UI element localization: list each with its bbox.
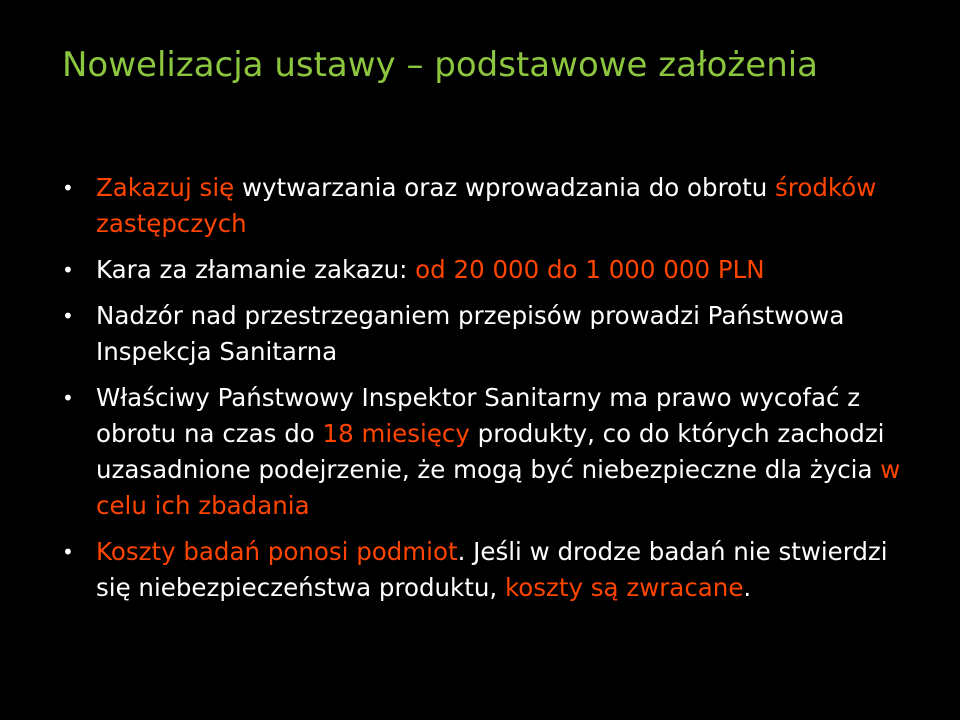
slide-title: Nowelizacja ustawy – podstawowe założenia	[62, 45, 819, 85]
bullet-list	[62, 170, 922, 616]
bullet-item-supervision	[62, 298, 922, 370]
bullet-dot-icon: •	[62, 176, 74, 200]
bullet-segment: Kara za złamanie zakazu:	[96, 255, 416, 284]
bullet-segment: produkty, co do których zachodzi uzasadnione podejrzenie, że mogą być niebezpieczne dla życia	[96, 419, 885, 484]
bullet-dot-icon: •	[62, 540, 74, 564]
bullet-segment: . Jeśli w drodze badań nie stwierdzi się niebezpieczeństwa produktu,	[96, 537, 888, 602]
bullet-dot-icon: •	[62, 386, 74, 410]
bullet-segment: Zakazuj się	[96, 173, 235, 202]
bullet-segment: wytwarzania oraz wprowadzania do obrotu	[234, 173, 776, 202]
bullet-segment: Koszty badań ponosi podmiot	[96, 537, 458, 566]
bullet-item-costs	[62, 534, 922, 606]
bullet-segment: koszty są zwracane	[504, 573, 744, 602]
bullet-dot-icon: •	[62, 304, 74, 328]
bullet-segment: Nadzór nad przestrzeganiem przepisów prowadzi Państwowa Inspekcja Sanitarna	[96, 301, 845, 366]
bullet-segment: od 20 000 do 1 000 000 PLN	[415, 255, 765, 284]
bullet-segment: w celu ich zbadania	[96, 455, 901, 520]
bullet-dot-icon: •	[62, 258, 74, 282]
bullet-segment: 18 miesięcy	[322, 419, 470, 448]
bullet-item-ban	[62, 170, 922, 242]
bullet-segment: .	[743, 573, 752, 602]
bullet-item-inspector	[62, 380, 922, 524]
bullet-segment: środków zastępczych	[96, 173, 877, 238]
bullet-item-penalty	[62, 252, 922, 288]
bullet-segment: Właściwy Państwowy Inspektor Sanitarny ma prawo wycofać z obrotu na czas do	[96, 383, 861, 448]
